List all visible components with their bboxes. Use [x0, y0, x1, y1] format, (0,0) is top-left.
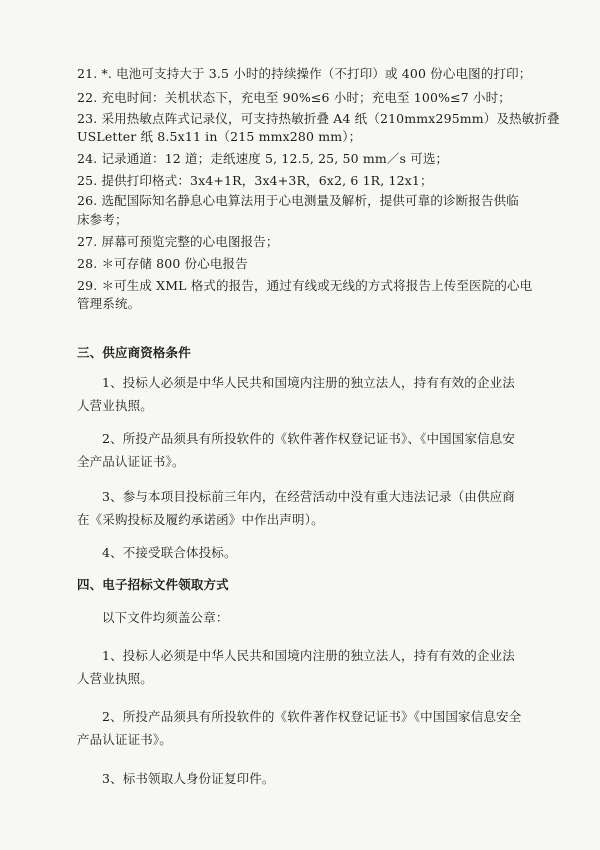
spec-item-28: 28. ＊可存储 800 份心电报告 — [77, 256, 248, 271]
section-3-para-3-line-1: 3、参与本项目投标前三年内，在经营活动中没有重大违法记录（由供应商 — [102, 489, 515, 504]
spec-item-23-line-1: 23. 采用热敏点阵式记录仪，可支持热敏折叠 A4 纸（210mmx295mm）及热敏折叠 — [77, 111, 560, 126]
section-3-para-1-line-1: 1、投标人必须是中华人民共和国境内注册的独立法人，持有有效的企业法 — [102, 375, 515, 390]
spec-item-24: 24. 记录通道：12 道；走纸速度 5, 12.5, 25, 50 mm／s 可选； — [77, 151, 449, 166]
spec-item-22: 22. 充电时间：关机状态下，充电至 90%≤6 小时；充电至 100%≤7 小时； — [77, 90, 511, 105]
section-3-para-3-line-2: 在《采购投标及履约承诺函》中作出声明）。 — [77, 512, 324, 527]
spec-item-21: 21. *. 电池可支持大于 3.5 小时的持续操作（不打印）或 400 份心电图的打印； — [77, 66, 532, 81]
section-4-intro: 以下文件均须盖公章： — [102, 610, 229, 625]
section-3-para-2-line-1: 2、所投产品须具有所投软件的《软件著作权登记证书》、《中国国家信息安 — [102, 431, 516, 446]
spec-item-26-line-2: 床参考； — [77, 212, 128, 227]
section-3-title: 三、供应商资格条件 — [77, 345, 191, 360]
section-4-para-3: 3、标书领取人身份证复印件。 — [102, 771, 275, 786]
section-4-para-2-line-1: 2、所投产品须具有所投软件的《软件著作权登记证书》《中国国家信息安全 — [102, 709, 522, 724]
spec-item-27: 27. 屏幕可预览完整的心电图报告； — [77, 234, 279, 249]
section-4-para-1-line-1: 1、投标人必须是中华人民共和国境内注册的独立法人，持有有效的企业法 — [102, 648, 515, 663]
section-4-title: 四、电子招标文件领取方式 — [77, 577, 229, 592]
section-4-para-1-line-2: 人营业执照。 — [77, 671, 153, 686]
spec-item-26-line-1: 26. 选配国际知名静息心电算法用于心电测量及解析，提供可靠的诊断报告供临 — [77, 193, 519, 208]
spec-item-23-line-2: USLetter 纸 8.5x11 in（215 mmx280 mm）； — [77, 129, 362, 144]
section-4-para-2-line-2: 产品认证证书》。 — [77, 732, 172, 747]
spec-item-25: 25. 提供打印格式：3x4+1R，3x4+3R，6x2, 6 1R, 12x1； — [77, 173, 433, 188]
spec-item-29-line-2: 管理系统。 — [77, 296, 141, 311]
section-3-para-1-line-2: 人营业执照。 — [77, 398, 153, 413]
section-3-para-4: 4、不接受联合体投标。 — [102, 545, 237, 560]
spec-item-29-line-1: 29. ＊可生成 XML 格式的报告，通过有线或无线的方式将报告上传至医院的心电 — [77, 278, 533, 293]
section-3-para-2-line-2: 全产品认证证书》。 — [77, 454, 185, 469]
